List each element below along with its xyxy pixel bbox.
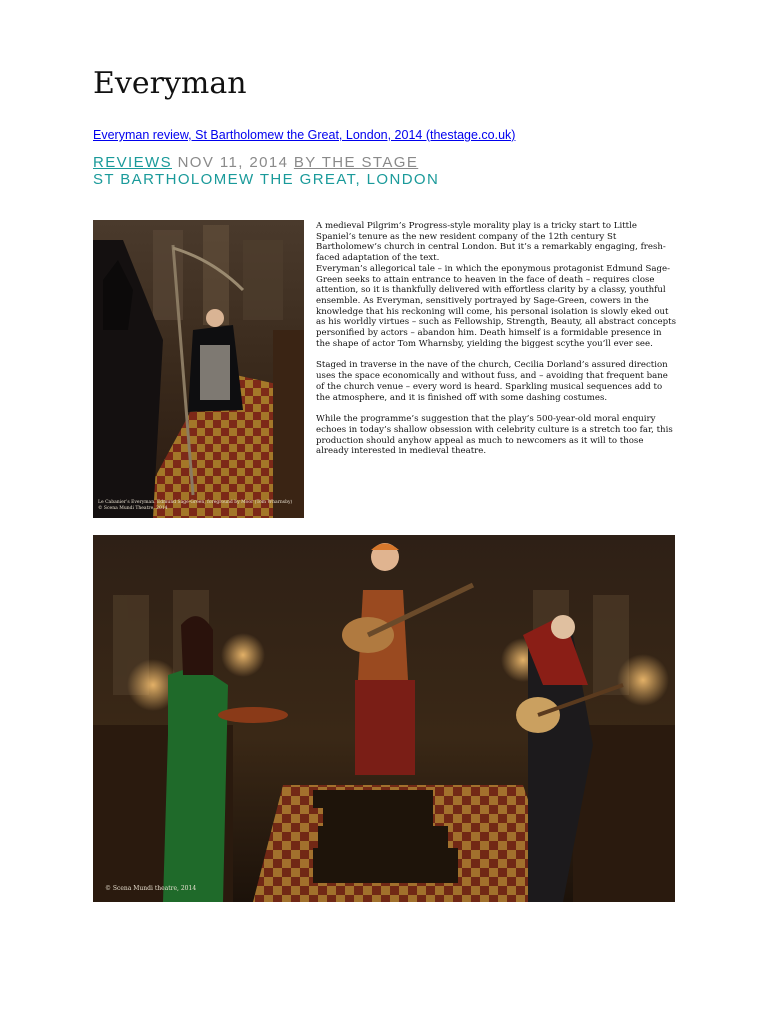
review-body [316, 221, 676, 457]
page-title: Everyman [93, 66, 247, 101]
paragraph: A medieval Pilgrim’s Progress-style morality play is a tricky start to Little Spaniel’s tenure as the new resident company of the 12th century St Bartholomew’s church in central London. But it’s a remarkably engaging, fresh-faced adaptation of the text. [316, 221, 666, 264]
photo-caption: Le Cabanier’s Everyman. Edmund Sage-Green, foreground by Moor (Tom Wharnsby) © Scena Mundi Theatre, 2014 [98, 500, 293, 511]
byline-link[interactable]: BY THE STAGE [293, 154, 419, 171]
photo-caption: © Scena Mundi theatre, 2014 [105, 885, 197, 892]
paragraph: Staged in traverse in the nave of the church, Cecilia Dorland’s assured direction uses the space economically and without fuss, and – avoiding that frequent bane of the church venue – every word is heard. Sparkling musical sequences add to the atmosphere, and it is finished off with some dashing costumes. [316, 360, 668, 403]
publish-date: NOV 11, 2014 [177, 154, 289, 171]
paragraph: Everyman’s allegorical tale – in which the eponymous protagonist Edmund Sage-Green seeks to attain entrance to heaven in the face of death – requires close attention, so it is thankfully delivered with effortless clarity by a classy, youthful ensemble. As Everyman, sensitively portrayed by Sage-Green, cowers in the knowledge that his reckoning will come, his personal isolation is slowly eked out as his worldly virtues – such as Fellowship, Strength, Beauty, all abstract concepts personified by actors – abandon him. Death himself is a formidable presence in the shape of actor Tom Wharnsby, yielding the biggest scythe you’ll ever see. [316, 263, 676, 349]
source-link[interactable]: Everyman review, St Bartholomew the Great, London, 2014 (thestage.co.uk) [93, 128, 516, 142]
venue: ST BARTHOLOMEW THE GREAT, LONDON [93, 171, 440, 188]
article-meta [93, 154, 418, 171]
production-photo-musicians [93, 535, 675, 902]
production-photo-death [93, 220, 304, 518]
paragraph: While the programme’s suggestion that the play’s 500-year-old moral enquiry echoes in today’s shallow obsession with celebrity culture is a stretch too far, this production should anyhow appeal as much to newcomers as it will to those already interested in medieval theatre. [316, 414, 673, 457]
category-link[interactable]: REVIEWS [93, 154, 172, 171]
